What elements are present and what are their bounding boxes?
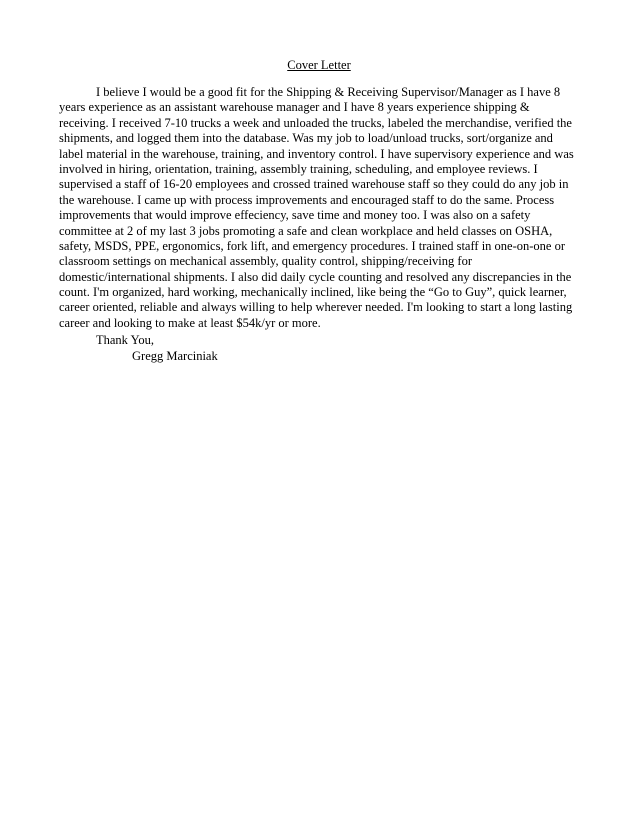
letter-body <box>59 85 589 331</box>
body-line: improvements that would improve effeciency, save time and money too. I was also on a safety <box>59 208 531 223</box>
body-line: label material in the warehouse, training, and inventory control. I have supervisory experience and was <box>59 146 574 161</box>
body-line: years experience as an assistant warehouse manager and I have 8 years experience shipping & <box>59 100 530 115</box>
body-line: committee at 2 of my last 3 jobs promoting a safe and clean workplace and held classes on OSHA, <box>59 223 553 238</box>
body-line: classroom settings on mechanical assembly, quality control, shipping/receiving for <box>59 254 472 269</box>
body-line: supervised a staff of 16-20 employees and crossed trained warehouse staff so they could do any job in <box>59 177 569 192</box>
body-line: receiving. I received 7-10 trucks a week and unloaded the trucks, labeled the merchandise, verified the <box>59 115 572 130</box>
closing-line: Thank You, <box>96 333 154 347</box>
signature-name: Gregg Marciniak <box>132 349 218 363</box>
body-line: I believe I would be a good fit for the Shipping & Receiving Supervisor/Manager as I have 8 <box>96 85 561 99</box>
body-line: domestic/international shipments. I also did daily cycle counting and resolved any discrepancies in the <box>59 269 572 284</box>
body-line: the warehouse. I came up with process improvements and encouraged staff to do the same. Process <box>59 192 555 207</box>
page-title: Cover Letter <box>287 58 351 72</box>
body-line: count. I'm organized, hard working, mechanically inclined, like being the “Go to Guy”, quick learner, <box>59 285 567 300</box>
body-line: career and looking to make at least $54k/yr or more. <box>59 315 321 330</box>
body-line: safety, MSDS, PPE, ergonomics, fork lift, and emergency procedures. I trained staff in one-on-one or <box>59 238 566 253</box>
body-line: involved in hiring, orientation, training, assembly training, scheduling, and employee reviews. I <box>59 161 538 176</box>
body-line: shipments, and logged them into the database. Was my job to load/unload trucks, sort/organize and <box>59 131 553 146</box>
body-line: career oriented, reliable and always willing to help wherever needed. I'm looking to start a long lasting <box>59 300 573 315</box>
